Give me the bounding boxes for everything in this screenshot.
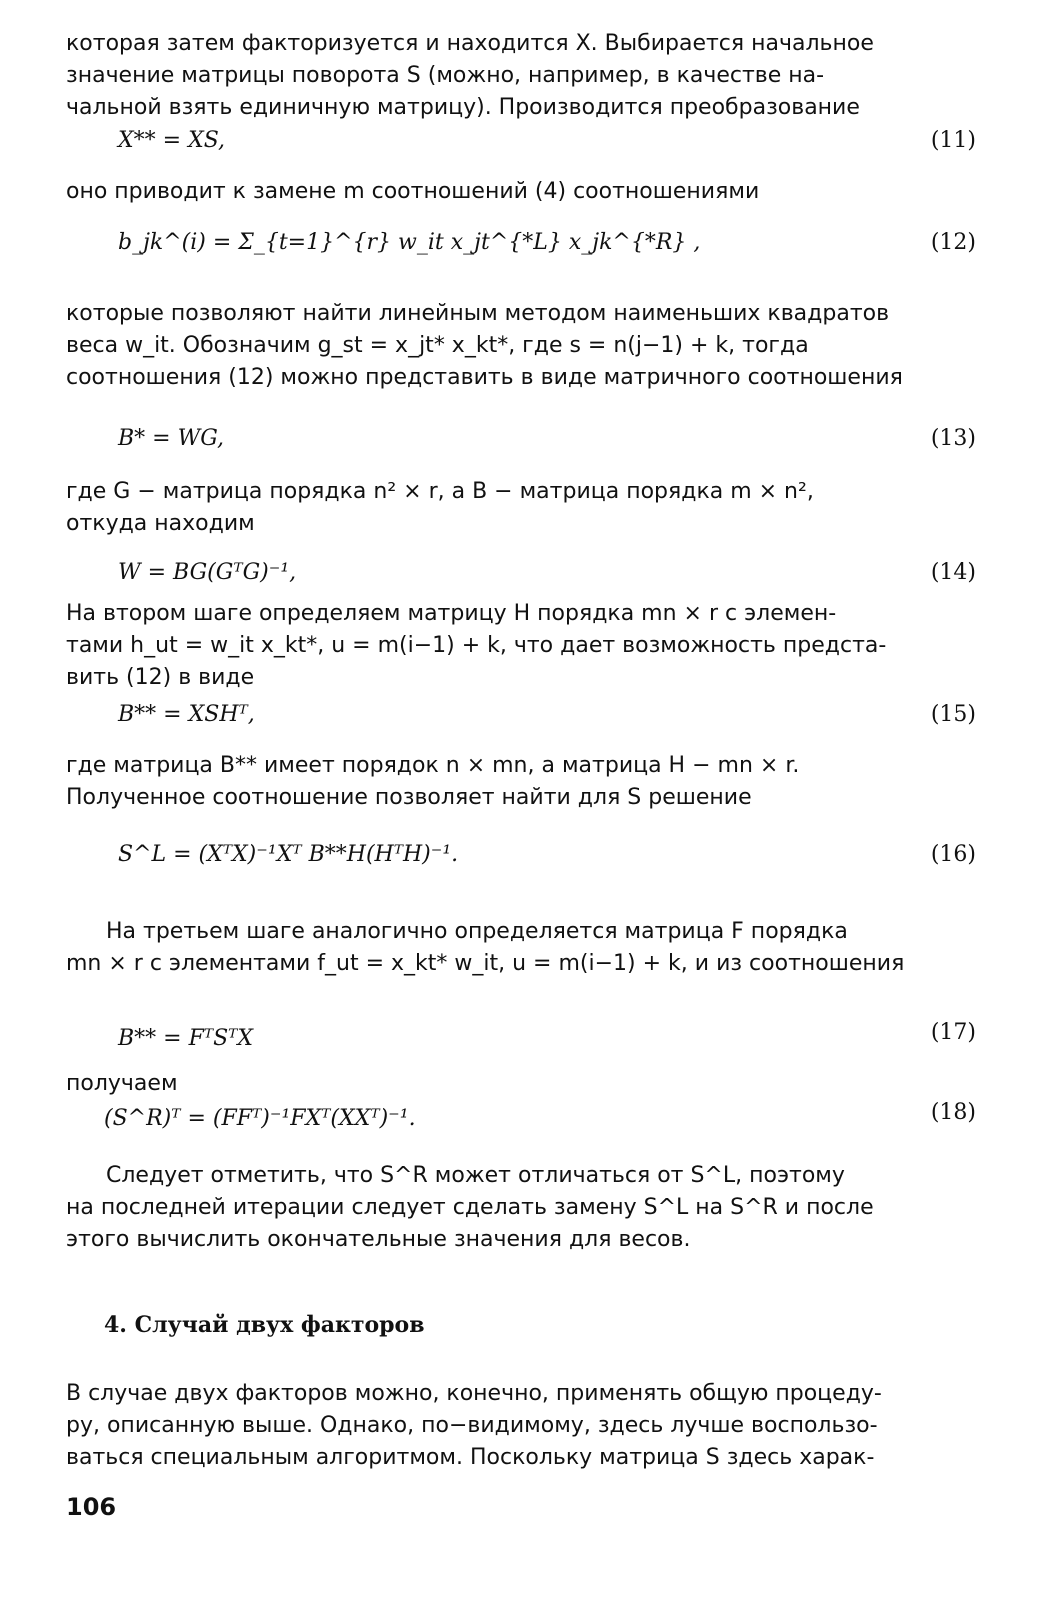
text-line: ру, описанную выше. Однако, по−видимому, здесь лучше воспользо- xyxy=(66,1413,878,1438)
equation-formula: B** = XSHᵀ, xyxy=(118,702,255,727)
equation-number-11: (11) xyxy=(930,128,976,153)
equation-number-13: (13) xyxy=(930,426,976,451)
equation-formula: S^L = (XᵀX)⁻¹Xᵀ B**H(HᵀH)⁻¹. xyxy=(118,842,459,867)
equation-number-18: (18) xyxy=(930,1100,976,1125)
equation-11 xyxy=(118,128,818,162)
text-line: На втором шаге определяем матрицу H порядка mn × r с элемен- xyxy=(66,601,837,626)
paragraph-7 xyxy=(66,916,966,980)
text-line: тами h_ut = w_it x_kt*, u = m(i−1) + k, что дает возможность предста- xyxy=(66,633,887,658)
text-line: значение матрицы поворота S (можно, например, в качестве на- xyxy=(66,63,825,88)
paragraph-4 xyxy=(66,476,966,540)
paragraph-1 xyxy=(66,28,966,124)
text-line: откуда находим xyxy=(66,511,255,536)
text-line: вить (12) в виде xyxy=(66,665,255,690)
paragraph-10 xyxy=(66,1378,966,1474)
text-line: Следует отметить, что S^R может отличаться от S^L, поэтому xyxy=(106,1163,845,1188)
text-line: которые позволяют найти линейным методом наименьших квадратов xyxy=(66,301,890,326)
paragraph-3 xyxy=(66,298,966,394)
text-line: на последней итерации следует сделать замену S^L на S^R и после xyxy=(66,1195,874,1220)
text-line: веса w_it. Обозначим g_st = x_jt* x_kt*, где s = n(j−1) + k, тогда xyxy=(66,333,809,358)
page-number: 106 xyxy=(66,1493,117,1521)
equation-formula: W = BG(GᵀG)⁻¹, xyxy=(118,560,297,585)
text-line: где G − матрица порядка n² × r, а B − матрица порядка m × n², xyxy=(66,479,814,504)
text-line: В случае двух факторов можно, конечно, применять общую процеду- xyxy=(66,1381,882,1406)
text-line: получаем xyxy=(66,1071,178,1096)
equation-number-15: (15) xyxy=(930,702,976,727)
equation-formula: B* = WG, xyxy=(118,426,224,451)
text-line: этого вычислить окончательные значения для весов. xyxy=(66,1227,691,1252)
equation-18 xyxy=(104,1106,804,1140)
text-line: соотношения (12) можно представить в виде матричного соотношения xyxy=(66,365,903,390)
equation-14 xyxy=(118,560,818,594)
equation-12 xyxy=(118,230,818,264)
text-line: чальной взять единичную матрицу). Производится преобразование xyxy=(66,95,860,120)
equation-number-16: (16) xyxy=(930,842,976,867)
text-line: На третьем шаге аналогично определяется матрица F порядка xyxy=(106,919,848,944)
equation-formula: B** = FᵀSᵀX xyxy=(118,1026,254,1051)
equation-formula: X** = XS, xyxy=(118,128,226,153)
equation-15 xyxy=(118,702,818,736)
equation-number-12: (12) xyxy=(930,230,976,255)
paragraph-9 xyxy=(66,1160,966,1256)
text-line: которая затем факторизуется и находится X. Выбирается начальное xyxy=(66,31,874,56)
equation-17 xyxy=(118,1026,818,1060)
equation-number-14: (14) xyxy=(930,560,976,585)
text-line: ваться специальным алгоритмом. Поскольку матрица S здесь харак- xyxy=(66,1445,875,1470)
text-line: где матрица B** имеет порядок n × mn, а матрица H − mn × r. xyxy=(66,753,800,778)
paragraph-8 xyxy=(66,1068,966,1100)
equation-number-17: (17) xyxy=(930,1020,976,1045)
section-heading: 4. Случай двух факторов xyxy=(104,1312,425,1338)
paragraph-5 xyxy=(66,598,966,694)
equation-13 xyxy=(118,426,818,460)
paragraph-2 xyxy=(66,176,966,208)
paragraph-6 xyxy=(66,750,966,814)
equation-16 xyxy=(118,842,818,876)
equation-formula: (S^R)ᵀ = (FFᵀ)⁻¹FXᵀ(XXᵀ)⁻¹. xyxy=(104,1106,416,1131)
text-line: оно приводит к замене m соотношений (4) соотношениями xyxy=(66,179,760,204)
text-line: mn × r с элементами f_ut = x_kt* w_it, u = m(i−1) + k, и из соотношения xyxy=(66,951,905,976)
text-line: Полученное соотношение позволяет найти для S решение xyxy=(66,785,752,810)
equation-formula: b_jk^(i) = Σ_{t=1}^{r} w_it x_jt^{*L} x_jk^{*R} , xyxy=(118,230,701,255)
